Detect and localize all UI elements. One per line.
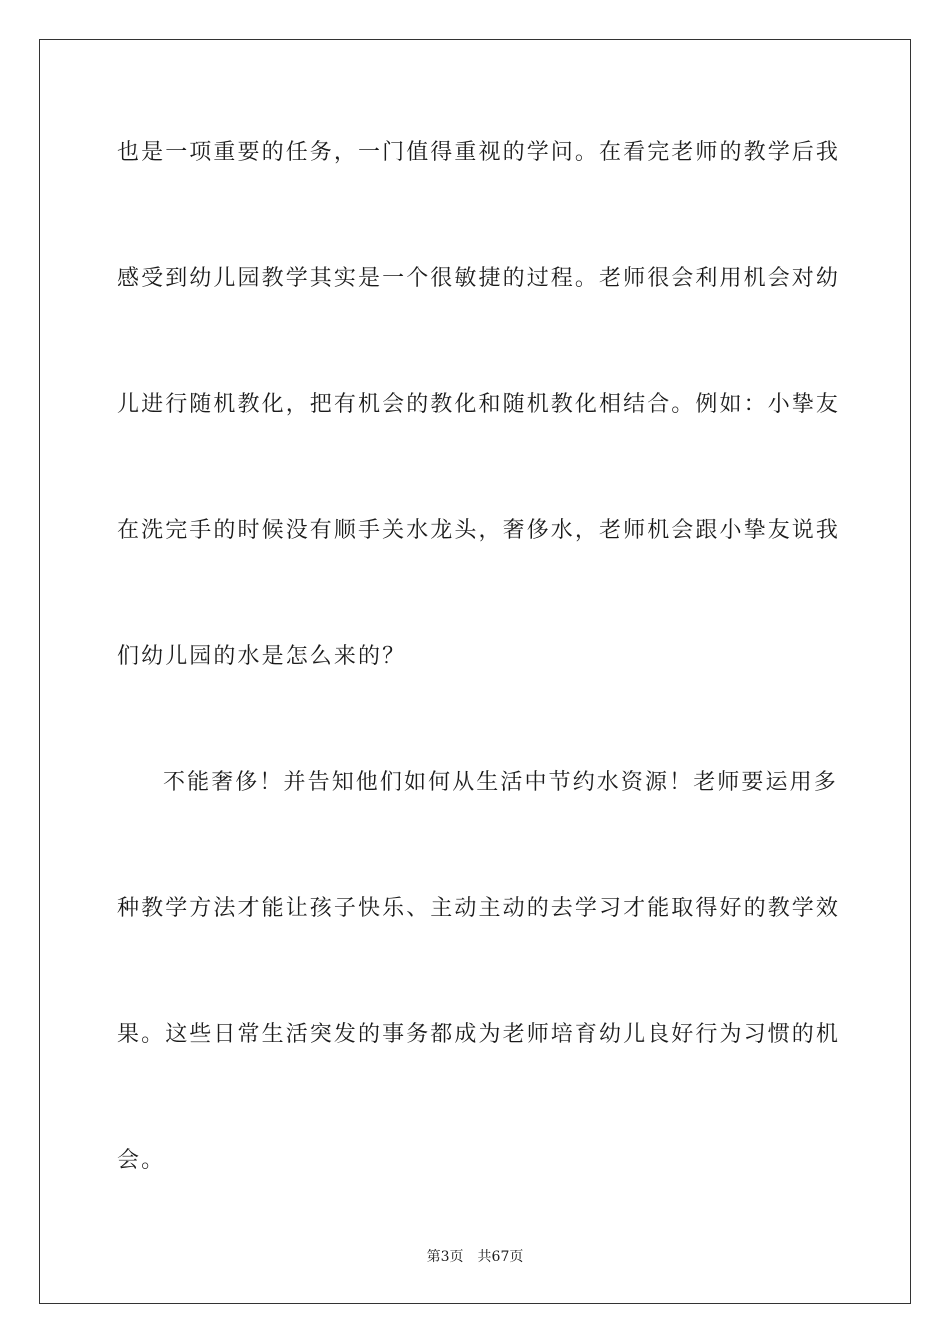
- page-total: 共67页: [477, 1249, 524, 1265]
- text-line: 果。这些日常生活突发的事务都成为老师培育幼儿良好行为习惯的机: [117, 1022, 841, 1047]
- text-line: 会。: [117, 1148, 166, 1173]
- text-line: 种教学方法才能让孩子快乐、主动主动的去学习才能取得好的教学效: [117, 896, 841, 921]
- page-number: 第3页: [426, 1249, 464, 1265]
- paragraph-first-line: 不能奢侈！并告知他们如何从生活中节约水资源！老师要运用多: [163, 770, 838, 795]
- text-line: 在洗完手的时候没有顺手关水龙头，奢侈水，老师机会跟小挚友说我: [117, 518, 841, 543]
- text-line: 也是一项重要的任务，一门值得重视的学问。在看完老师的教学后我: [117, 140, 841, 165]
- page-footer: [0, 1248, 950, 1266]
- text-line: 儿进行随机教化，把有机会的教化和随机教化相结合。例如：小挚友: [117, 392, 841, 417]
- text-line: 们幼儿园的水是怎么来的？: [117, 644, 407, 669]
- text-line: 感受到幼儿园教学其实是一个很敏捷的过程。老师很会利用机会对幼: [117, 266, 841, 291]
